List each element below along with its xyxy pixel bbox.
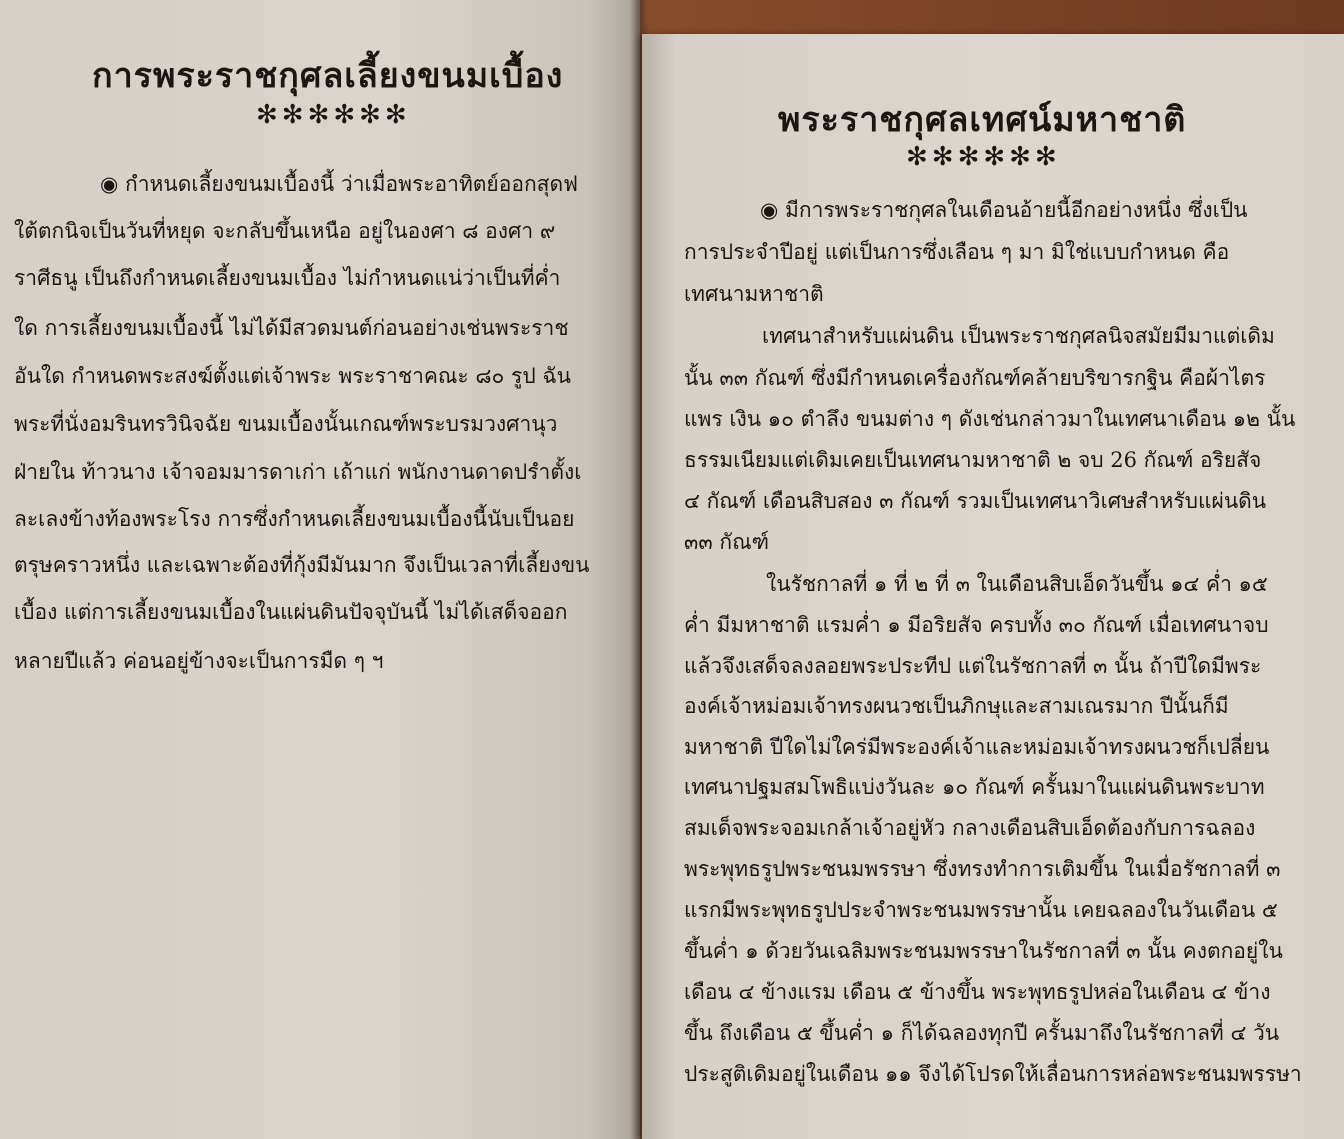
right-line-10: ในรัชกาลที่ ๑ ที่ ๒ ที่ ๓ ในเดือนสิบเอ็ดวันขึ้น ๑๔ ค่ำ ๑๕ xyxy=(766,572,1268,596)
right-line-13: องค์เจ้าหม่อมเจ้าทรงผนวชเป็นภิกษุและสามเณรมาก ปีนั้นก็มี xyxy=(684,694,1229,718)
right-line-12: แล้วจึงเสด็จลงลอยพระประทีป แต่ในรัชกาลที่ ๓ นั้น ถ้าปีใดมีพระ xyxy=(684,654,1262,678)
left-line-11: หลายปีแล้ว ค่อนอยู่ข้างจะเป็นการมืด ๆ ฯ xyxy=(14,649,384,673)
right-line-1: ◉ มีการพระราชกุศลในเดือนอ้ายนี้อีกอย่างหนึ่ง ซึ่งเป็น xyxy=(760,198,1248,222)
left-line-6: พระที่นั่งอมรินทรวินิจฉัย ขนมเบื้องนั้นเกณฑ์พระบรมวงศานุว xyxy=(14,412,558,436)
right-line-21: ขึ้น ถึงเดือน ๕ ขึ้นค่ำ ๑ ก็ได้ฉลองทุกปี ครั้นมาถึงในรัชกาลที่ ๔ วัน xyxy=(684,1021,1280,1045)
left-page xyxy=(0,0,640,1139)
left-line-7: ฝ่ายใน ท้าวนาง เจ้าจอมมารดาเก่า เถ้าแก่ พนักงานดาดปรำตั้งเ xyxy=(14,460,582,484)
left-line-1: ◉ กำหนดเลี้ยงขนมเบื้องนี้ ว่าเมื่อพระอาทิตย์ออกสุดฟ xyxy=(100,172,578,196)
right-line-22: ประสูติเดิมอยู่ในเดือน ๑๑ จึงได้โปรดให้เลื่อนการหล่อพระชนมพรรษา xyxy=(684,1062,1302,1086)
left-ornament-stars: ✻✻✻✻✻✻ xyxy=(256,100,411,130)
right-line-2: การประจำปีอยู่ แต่เป็นการซึ่งเลือน ๆ มา มิใช่แบบกำหนด คือ xyxy=(684,240,1230,264)
right-page-title: พระราชกุศลเทศน์มหาชาติ xyxy=(778,100,1187,140)
left-line-10: เบื้อง แต่การเลี้ยงขนมเบื้องในแผ่นดินปัจจุบันนี้ ไม่ได้เสด็จออก xyxy=(14,600,568,624)
bullet-icon: ◉ xyxy=(760,198,779,222)
right-line-20: เดือน ๔ ข้างแรม เดือน ๕ ข้างขึ้น พระพุทธรูปหล่อในเดือน ๔ ข้าง xyxy=(684,980,1271,1004)
left-line-5: อันใด กำหนดพระสงฆ์ตั้งแต่เจ้าพระ พระราชาคณะ ๘๐ รูป ฉัน xyxy=(14,364,571,388)
right-line-9: ๓๓ กัณฑ์ xyxy=(684,530,770,554)
left-line-4: ใด การเลี้ยงขนมเบื้องนี้ ไม่ได้มีสวดมนต์ก่อนอย่างเช่นพระราช xyxy=(14,316,569,340)
right-line-7: ธรรมเนียมแต่เดิมเคยเป็นเทศนามหาชาติ ๒ จบ 26 กัณฑ์ อริยสัจ xyxy=(684,448,1262,472)
bullet-icon: ◉ xyxy=(100,172,119,196)
left-line-3: ราศีธนู เป็นถึงกำหนดเลี้ยงขนมเบื้อง ไม่กำหนดแน่ว่าเป็นที่ค่ำ xyxy=(14,266,561,290)
right-line-16: สมเด็จพระจอมเกล้าเจ้าอยู่หัว กลางเดือนสิบเอ็ดต้องกับการฉลอง xyxy=(684,816,1256,840)
left-line-8: ละเลงข้างท้องพระโรง การซึ่งกำหนดเลี้ยงขนมเบื้องนี้นับเป็นอย xyxy=(14,507,575,531)
left-line-2: ใต้ตกนิจเป็นวันที่หยุด จะกลับขึ้นเหนือ อยู่ในองศา ๘ องศา ๙ xyxy=(14,219,556,243)
right-ornament-stars: ✻✻✻✻✻✻ xyxy=(906,142,1061,172)
right-line-19: ขึ้นค่ำ ๑ ด้วยวันเฉลิมพระชนมพรรษาในรัชกาลที่ ๓ นั้น คงตกอยู่ใน xyxy=(684,939,1283,963)
right-line-11: ค่ำ มีมหาชาติ แรมค่ำ ๑ มีอริยสัจ ครบทั้ง ๓๐ กัณฑ์ เมื่อเทศนาจบ xyxy=(684,613,1269,637)
right-line-14: มหาชาติ ปีใดไม่ใคร่มีพระองค์เจ้าและหม่อมเจ้าทรงผนวชก็เปลี่ยน xyxy=(684,735,1270,759)
right-line-8: ๔ กัณฑ์ เดือนสิบสอง ๓ กัณฑ์ รวมเป็นเทศนาวิเศษสำหรับแผ่นดิน xyxy=(684,489,1267,513)
right-line-5: นั้น ๓๓ กัณฑ์ ซึ่งมีกำหนดเครื่องกัณฑ์คล้ายบริขารกฐิน คือผ้าไตร xyxy=(684,366,1266,390)
left-page-title: การพระราชกุศลเลี้ยงขนมเบื้อง xyxy=(92,56,564,96)
right-line-3: เทศนามหาชาติ xyxy=(684,282,824,306)
left-line-9: ตรุษคราวหนึ่ง และเฉพาะต้องที่กุ้งมีมันมาก จึงเป็นเวลาที่เลี้ยงขน xyxy=(14,553,590,577)
right-line-18: แรกมีพระพุทธรูปประจำพระชนมพรรษานั้น เคยฉลองในวันเดือน ๕ xyxy=(684,898,1278,922)
right-line-17: พระพุทธรูปพระชนมพรรษา ซึ่งทรงทำการเติมขึ้น ในเมื่อรัชกาลที่ ๓ xyxy=(684,857,1281,881)
right-line-4: เทศนาสำหรับแผ่นดิน เป็นพระราชกุศลนิจสมัยมีมาแต่เดิม xyxy=(762,324,1275,348)
right-line-6: แพร เงิน ๑๐ ตำลึง ขนมต่าง ๆ ดังเช่นกล่าวมาในเทศนาเดือน ๑๒ นั้น xyxy=(684,407,1296,431)
right-page xyxy=(642,34,1344,1139)
right-line-15: เทศนาปฐมสมโพธิแบ่งวันละ ๑๐ กัณฑ์ ครั้นมาในแผ่นดินพระบาท xyxy=(684,775,1265,799)
